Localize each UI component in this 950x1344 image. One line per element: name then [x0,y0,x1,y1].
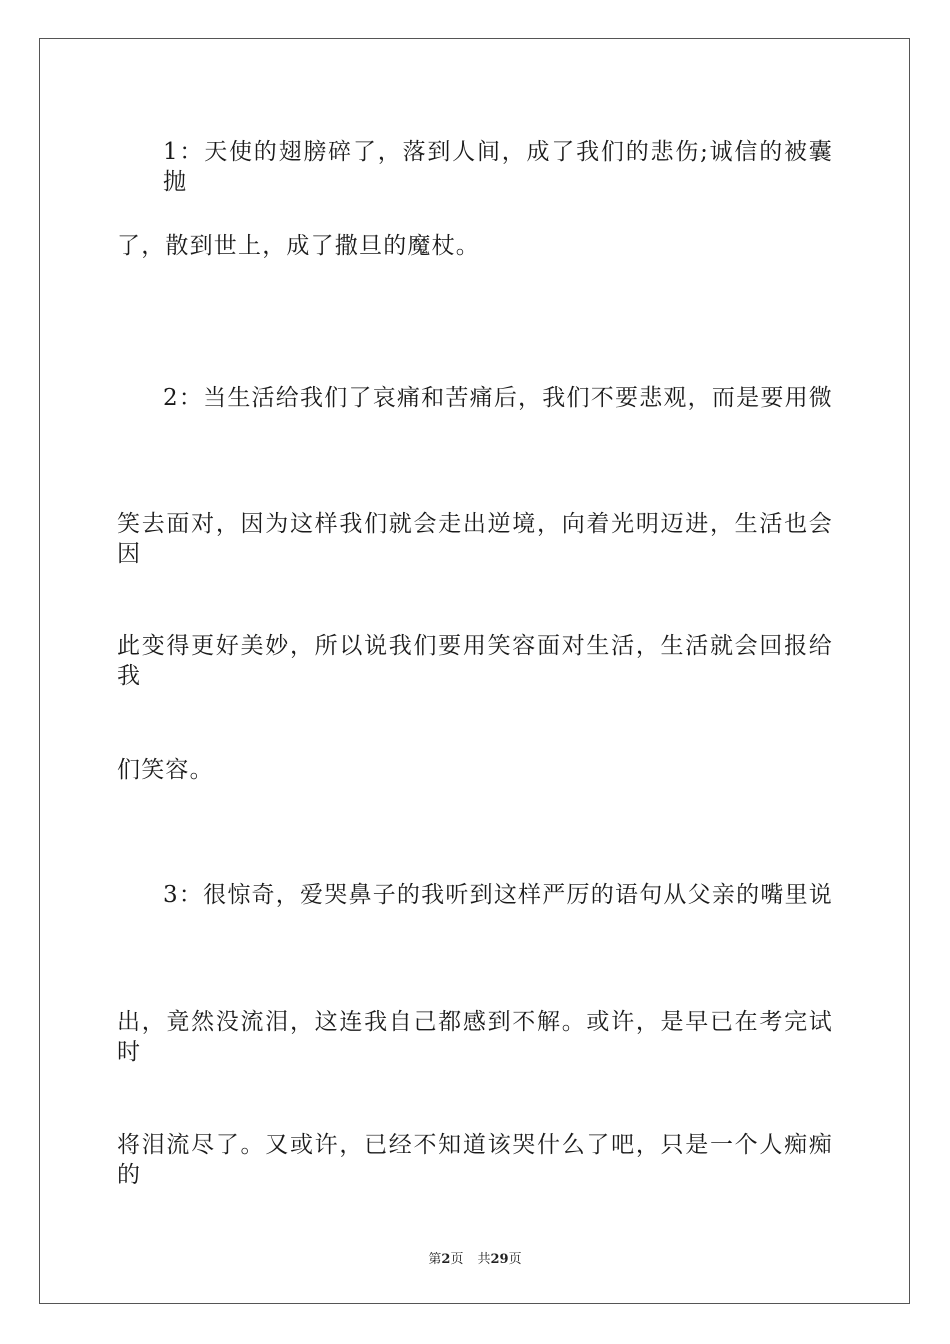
paragraph-2-line-1: 2：当生活给我们了哀痛和苦痛后，我们不要悲观，而是要用微 [163,385,833,411]
paragraph-2-line-3: 此变得更好美妙，所以说我们要用笑容面对生活，生活就会回报给我 [117,633,833,689]
paragraph-2-line-4: 们笑容。 [117,757,214,783]
footer-total-pages: 29 [490,1252,509,1267]
paragraph-3-line-3: 将泪流尽了。又或许，已经不知道该哭什么了吧，只是一个人痴痴的 [117,1132,833,1188]
footer-page-number: 2 [441,1252,451,1267]
footer-total-prefix: 共 [477,1252,491,1267]
footer-total-suffix: 页 [508,1252,522,1267]
paragraph-1-line-1: 1：天使的翅膀碎了，落到人间，成了我们的悲伤;诚信的被囊抛 [163,139,833,195]
footer-page-prefix: 第 [428,1252,442,1267]
paragraph-3-line-2: 出，竟然没流泪，这连我自己都感到不解。或许，是早已在考完试时 [117,1009,833,1065]
paragraph-2-line-2: 笑去面对，因为这样我们就会走出逆境，向着光明迈进，生活也会因 [117,511,833,567]
paragraph-3-line-1: 3：很惊奇，爱哭鼻子的我听到这样严厉的语句从父亲的嘴里说 [163,882,833,908]
paragraph-1-line-2: 了，散到世上，成了撒旦的魔杖。 [117,233,480,259]
footer-page-suffix: 页 [450,1252,464,1267]
page-footer [0,1248,950,1267]
